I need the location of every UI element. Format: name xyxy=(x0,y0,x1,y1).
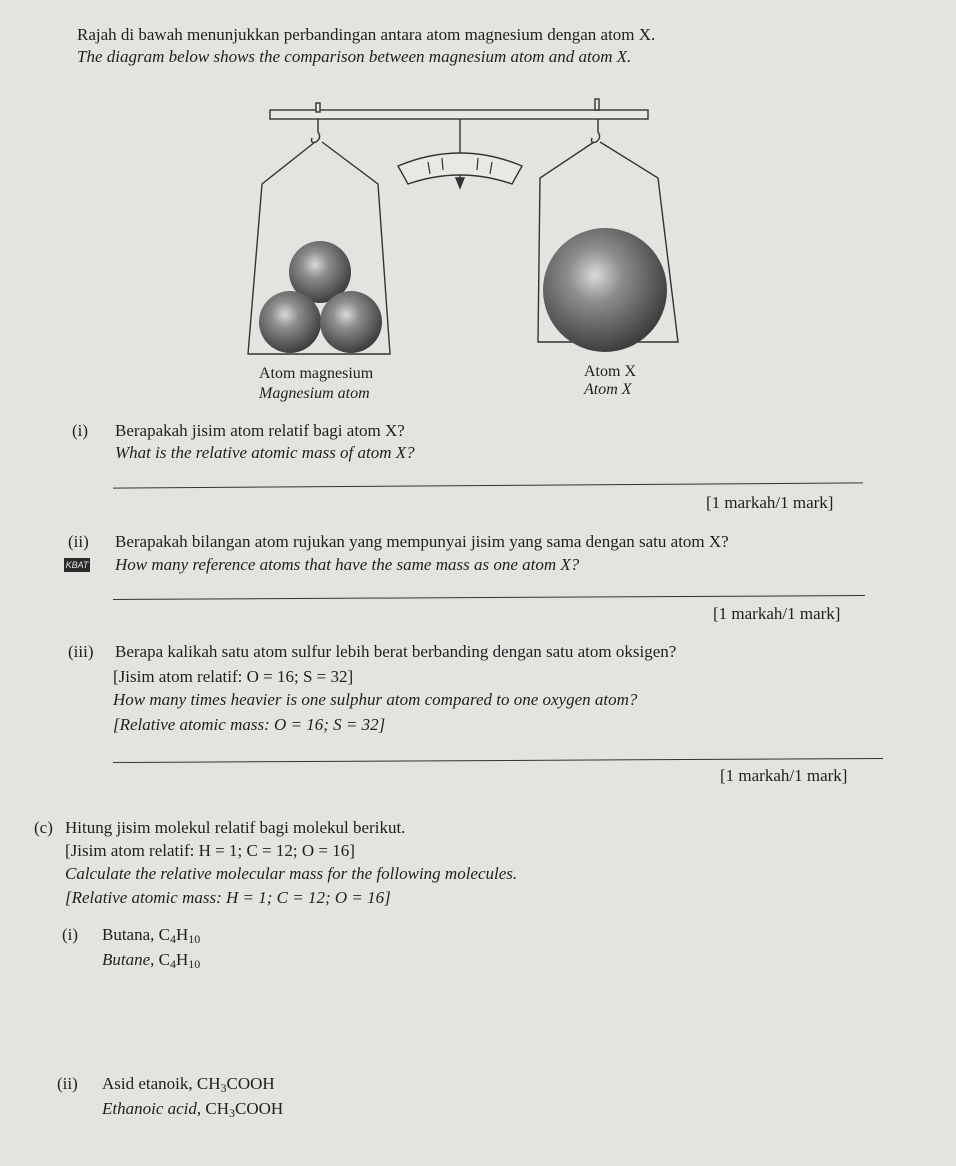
q3-malay-note: [Jisim atom relatif: O = 16; S = 32] xyxy=(113,667,354,686)
c2-formula: $CH_3COOH$ xyxy=(196,1074,275,1095)
right-label-malay: Atom X xyxy=(584,363,636,380)
intro-english: The diagram below shows the comparison between magnesium atom and atom X. xyxy=(77,47,632,66)
c2-english-name: Ethanoic acid, xyxy=(102,1099,202,1118)
part-c-english-note: [Relative atomic mass: H = 1; C = 12; O = 16] xyxy=(65,888,391,907)
c2-english xyxy=(102,1099,283,1119)
q1-malay: Berapakah jisim atom relatif bagi atom X? xyxy=(115,421,405,440)
balance-beam xyxy=(270,110,648,119)
c2-formula-en: $CH_3COOH$ xyxy=(205,1099,284,1120)
q2-english: How many reference atoms that have the same mass as one atom X? xyxy=(115,555,580,574)
balance-diagram xyxy=(230,96,710,406)
q3-mark: [1 markah/1 mark] xyxy=(720,766,848,785)
q1-mark xyxy=(706,493,833,513)
q1-answer-line[interactable] xyxy=(113,482,863,488)
q3-answer-line[interactable] xyxy=(113,758,883,763)
q3-english-note: [Relative atomic mass: O = 16; S = 32] xyxy=(113,715,386,734)
q3-malay: Berapa kalikah satu atom sulfur lebih berat berbanding dengan satu atom oksigen? xyxy=(115,642,677,661)
right-label-english: Atom X xyxy=(584,381,632,398)
part-c-malay-note: [Jisim atom relatif: H = 1; C = 12; O = 16] xyxy=(65,841,355,860)
kbat-badge: KBAT xyxy=(65,560,89,570)
c2-number: (ii) xyxy=(57,1074,78,1093)
c1-number: (i) xyxy=(62,925,79,944)
intro-malay: Rajah di bawah menunjukkan perbandingan antara atom magnesium dengan atom X. xyxy=(77,25,656,44)
left-label-malay: Atom magnesium xyxy=(259,365,374,382)
part-c-malay: Hitung jisim molekul relatif bagi molekul berikut. xyxy=(65,818,406,837)
left-label-english: Magnesium atom xyxy=(259,385,370,402)
c2-malay-name: Asid etanoik, xyxy=(102,1074,193,1093)
q2-mark: [1 markah/1 mark] xyxy=(713,604,841,623)
c1-english xyxy=(102,950,200,970)
magnesium-atom-right xyxy=(320,291,382,353)
q1-number: (i) xyxy=(72,421,89,440)
part-c-label: (c) xyxy=(34,818,53,837)
c2-malay xyxy=(102,1074,275,1094)
q1-english: What is the relative atomic mass of atom X? xyxy=(115,443,415,462)
q3-english: How many times heavier is one sulphur atom compared to one oxygen atom? xyxy=(113,690,638,709)
q2-number: (ii) xyxy=(68,532,89,551)
c1-english-name: Butane, xyxy=(102,950,155,969)
c1-formula: $C_4H_{10}$ xyxy=(158,925,201,946)
atom-x-ball xyxy=(543,228,667,352)
part-c-english: Calculate the relative molecular mass for the following molecules. xyxy=(65,864,518,883)
c1-formula-en: $C_4H_{10}$ xyxy=(158,950,201,971)
c1-malay xyxy=(102,925,200,945)
q2-answer-line[interactable] xyxy=(113,595,865,600)
magnesium-atom-left xyxy=(259,291,321,353)
left-hook-icon xyxy=(312,103,321,143)
q2-malay: Berapakah bilangan atom rujukan yang mempunyai jisim yang sama dengan satu atom X? xyxy=(115,532,729,551)
q3-number: (iii) xyxy=(68,642,94,661)
q1-mark-text: [1 markah/1 mark] xyxy=(706,493,834,512)
c1-malay-name: Butana, xyxy=(102,925,155,944)
right-hook-icon xyxy=(592,99,600,143)
